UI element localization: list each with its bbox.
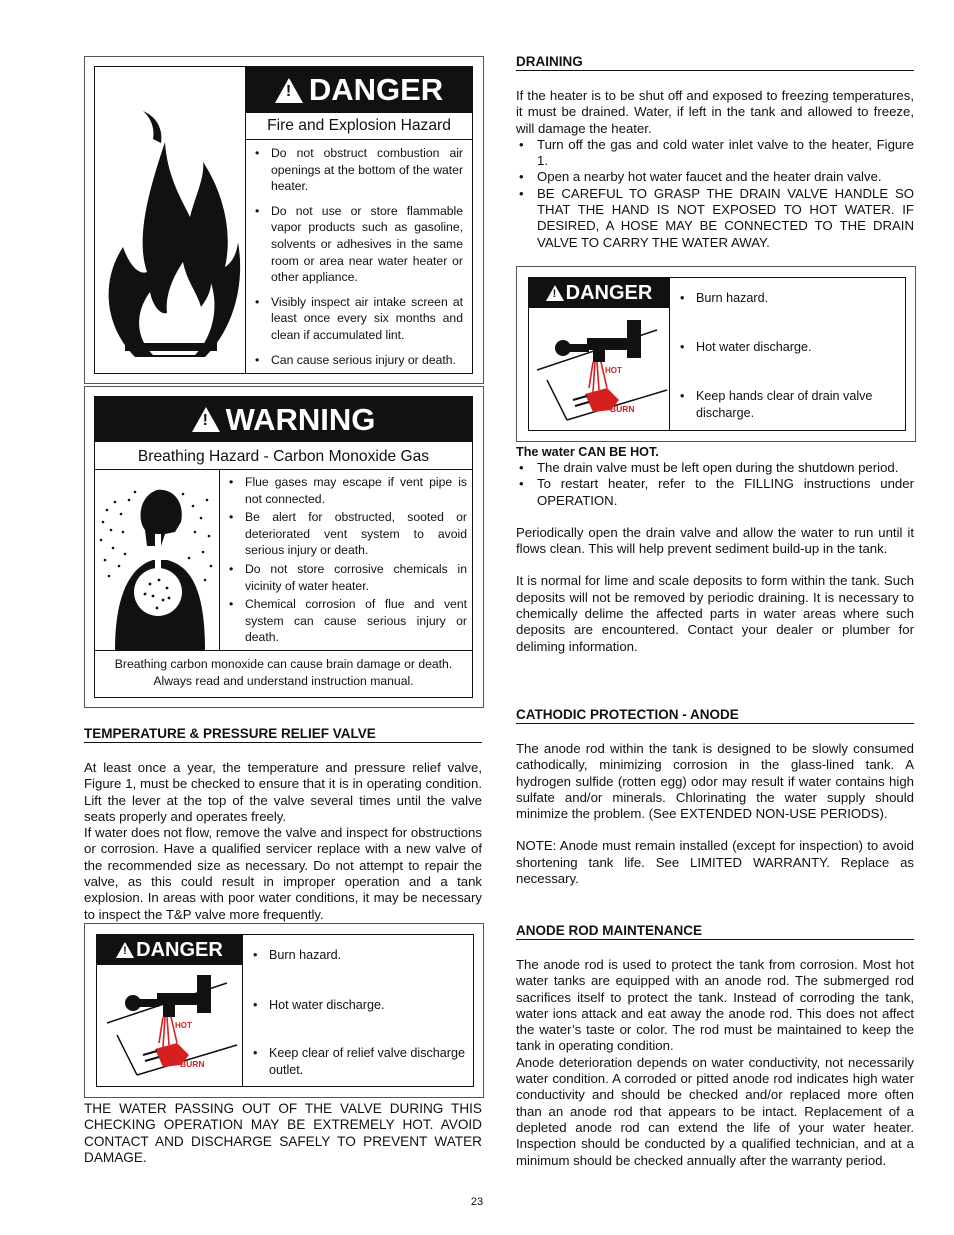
drain-danger-left — [529, 278, 670, 430]
draining-bullet: • Turn off the gas and cold water inlet valve to the heater, Figure 1. — [516, 137, 914, 170]
fire-danger-item: • Can cause serious injury or death. — [249, 352, 463, 369]
co-warning-item: • Do not store corrosive chemicals in vicinity of water heater. — [223, 561, 467, 594]
draining-bullet: • To restart heater, refer to the FILLING instructions under OPERATION. — [516, 476, 914, 509]
fire-danger-banner — [246, 67, 472, 113]
relief-danger-item: • Burn hazard. — [247, 947, 469, 964]
cathodic-para: NOTE: Anode must remain installed (except for inspection) to avoid shortening tank life. See LIMITED WARRANTY. Replace as necessary. — [516, 838, 914, 887]
fire-danger-subtitle: Fire and Explosion Hazard — [246, 113, 472, 140]
tp-valve-heading: TEMPERATURE & PRESSURE RELIEF VALVE — [84, 726, 482, 743]
co-figure-panel — [95, 470, 220, 650]
drain-danger-banner — [529, 278, 669, 308]
drain-danger-inner — [528, 277, 906, 431]
relief-danger-inner — [96, 934, 474, 1087]
anode-maint-section — [516, 923, 914, 1169]
alert-triangle-icon: ! — [546, 285, 564, 301]
co-warning-subtitle: Breathing Hazard - Carbon Monoxide Gas — [95, 445, 472, 470]
co-warning-footer-line1: Breathing carbon monoxide can cause brain damage or death. — [114, 657, 453, 671]
fire-danger-item: • Do not obstruct combustion air openings at the bottom of the water heater. — [249, 145, 463, 195]
fire-danger-item: • Visibly inspect air intake screen at least once every six months and clean if accumulated lint. — [249, 294, 463, 344]
tp-valve-para: If water does not flow, remove the valve and inspect for obstructions or corrosion. Have a qualified servicer replace with a new valve of the recommended size as necessary. Do not attempt to repair the valve, as this could result in improper operation and a tank explosion. In areas with poor water conditions, it may be necessary to inspect the T&P valve more frequently. — [84, 825, 482, 922]
draining-hot-note: The water CAN BE HOT. — [516, 445, 659, 459]
person-breathing-icon — [95, 470, 219, 650]
page-number: 23 — [470, 1196, 484, 1208]
relief-danger-item: • Hot water discharge. — [247, 997, 469, 1014]
cathodic-heading: CATHODIC PROTECTION - ANODE — [516, 707, 914, 724]
draining-heading: DRAINING — [516, 54, 914, 71]
alert-triangle-icon: ! — [275, 78, 303, 103]
fire-danger-inner — [94, 66, 473, 374]
co-warning-inner — [94, 396, 473, 698]
tp-valve-caption-block — [84, 1101, 482, 1166]
co-warning-footer-line2: Always read and understand instruction manual. — [153, 674, 414, 688]
flame-icon — [95, 67, 245, 373]
drain-danger-item: • Keep hands clear of drain valve discharge. — [674, 388, 911, 421]
co-warning-list — [223, 474, 467, 646]
drain-danger-item: • Hot water discharge. — [674, 339, 911, 356]
drain-danger-list — [674, 278, 899, 430]
alert-triangle-icon: ! — [116, 942, 134, 958]
co-warning-label — [84, 386, 484, 708]
flame-panel — [95, 67, 246, 373]
draining-section — [516, 54, 914, 251]
co-warning-item: • Chemical corrosion of flue and vent system can cause serious injury or death. — [223, 596, 467, 646]
draining-para: If the heater is to be shut off and exposed to freezing temperatures, it must be drained. Water, if left in the tank and allowed to freeze, will damage the heater. — [516, 88, 914, 136]
relief-danger-label — [84, 923, 484, 1098]
tp-valve-caption: THE WATER PASSING OUT OF THE VALVE DURING THIS CHECKING OPERATION MAY BE EXTREMELY HOT. AVOID CONTACT AND DISCHARGE SAFELY TO PREVENT WATER DAMAGE. — [84, 1101, 482, 1165]
draining-continued — [516, 444, 914, 655]
cathodic-para: The anode rod within the tank is designed to be slowly consumed cathodically, minimizing corrosion in the glass-lined tank. A hydrogen sulfide (rotten egg) odor may result if water contains high sulfate and/or minerals. Chlorinating the water supply should minimize the problem. (See EXTENDED NON-USE PERIODS). — [516, 741, 914, 822]
relief-danger-banner-text: DANGER — [136, 938, 223, 961]
relief-hot-label: HOT — [175, 1021, 192, 1030]
draining-bullet: • Open a nearby hot water faucet and the heater drain valve. — [516, 169, 914, 185]
hot-water-hand-icon — [529, 308, 669, 430]
anode-maint-heading: ANODE ROD MAINTENANCE — [516, 923, 914, 940]
fire-danger-label — [84, 56, 484, 384]
co-warning-item: • Flue gases may escape if vent pipe is not connected. — [223, 474, 467, 507]
co-warning-banner-text: WARNING — [225, 401, 376, 437]
fire-danger-banner-text: DANGER — [308, 72, 444, 107]
draining-para: It is normal for lime and scale deposits to form within the tank. Such deposits will not be removed by periodic draining. It is necessary to chemically delime the affected parts in water areas where such deposits are encountered. Contact your dealer or plumber for deliming information. — [516, 573, 914, 654]
draining-para: Periodically open the drain valve and allow the water to run until it flows clean. This will help prevent sediment build-up in the tank. — [516, 524, 914, 557]
relief-burn-label: BURN — [180, 1059, 205, 1069]
fire-danger-item: • Do not use or store flammable vapor products such as gasoline, solvents or adhesives in the same room or area near water heater or other appliance. — [249, 203, 463, 286]
drain-burn-label: BURN — [610, 404, 635, 414]
draining-bullet: • BE CAREFUL TO GRASP THE DRAIN VALVE HANDLE SO THAT THE HAND IS NOT EXPOSED TO HOT WATER. IF DESIRED, A HOSE MAY BE CONNECTED TO THE DRAIN VALVE TO CARRY THE WATER AWAY. — [516, 186, 914, 251]
drain-danger-item: • Burn hazard. — [674, 290, 911, 307]
drain-danger-banner-text: DANGER — [565, 281, 653, 304]
relief-danger-item: • Keep clear of relief valve discharge outlet. — [247, 1045, 469, 1078]
hot-water-hand-icon — [97, 965, 242, 1086]
cathodic-section — [516, 707, 914, 887]
co-warning-footer — [95, 650, 472, 697]
anode-maint-para: The anode rod is used to protect the tank from corrosion. Most hot water tanks are equipped with an anode rod. The submerged rod sacrifices itself to protect the tank. Instead of corroding the tank, water ions attack and eat away the anode rod. This does not affect the water’s taste or color. The rod must be maintained to keep the tank in operating condition. — [516, 957, 914, 1054]
co-warning-item: • Be alert for obstructed, sooted or deteriorated vent system to avoid serious injury or death. — [223, 509, 467, 559]
tp-valve-para: At least once a year, the temperature and pressure relief valve, Figure 1, must be checked to ensure that it is in operating condition. Lift the lever at the top of the valve several times until the valve seats properly and operates freely. — [84, 760, 482, 824]
relief-danger-left — [97, 935, 243, 1086]
relief-danger-list — [247, 935, 467, 1086]
alert-triangle-icon: ! — [192, 407, 220, 432]
draining-bullet: • The drain valve must be left open during the shutdown period. — [516, 460, 914, 476]
drain-danger-label — [516, 266, 916, 442]
co-warning-banner — [95, 397, 472, 442]
relief-danger-banner — [97, 935, 242, 965]
tp-valve-section — [84, 726, 482, 923]
drain-hot-label: HOT — [605, 366, 622, 375]
fire-danger-list — [249, 145, 463, 368]
anode-maint-para: Anode deterioration depends on water conductivity, not necessarily water condition. A corroded or pitted anode rod indicates high water conductivity and should be checked and/or replaced more often than an anode rod that appears to be intact. Replacement of a depleted anode rod can extend the life of your water heater. Inspection should be conducted by a qualified technician, and at a minimum should be checked annually after the warranty period. — [516, 1054, 914, 1168]
